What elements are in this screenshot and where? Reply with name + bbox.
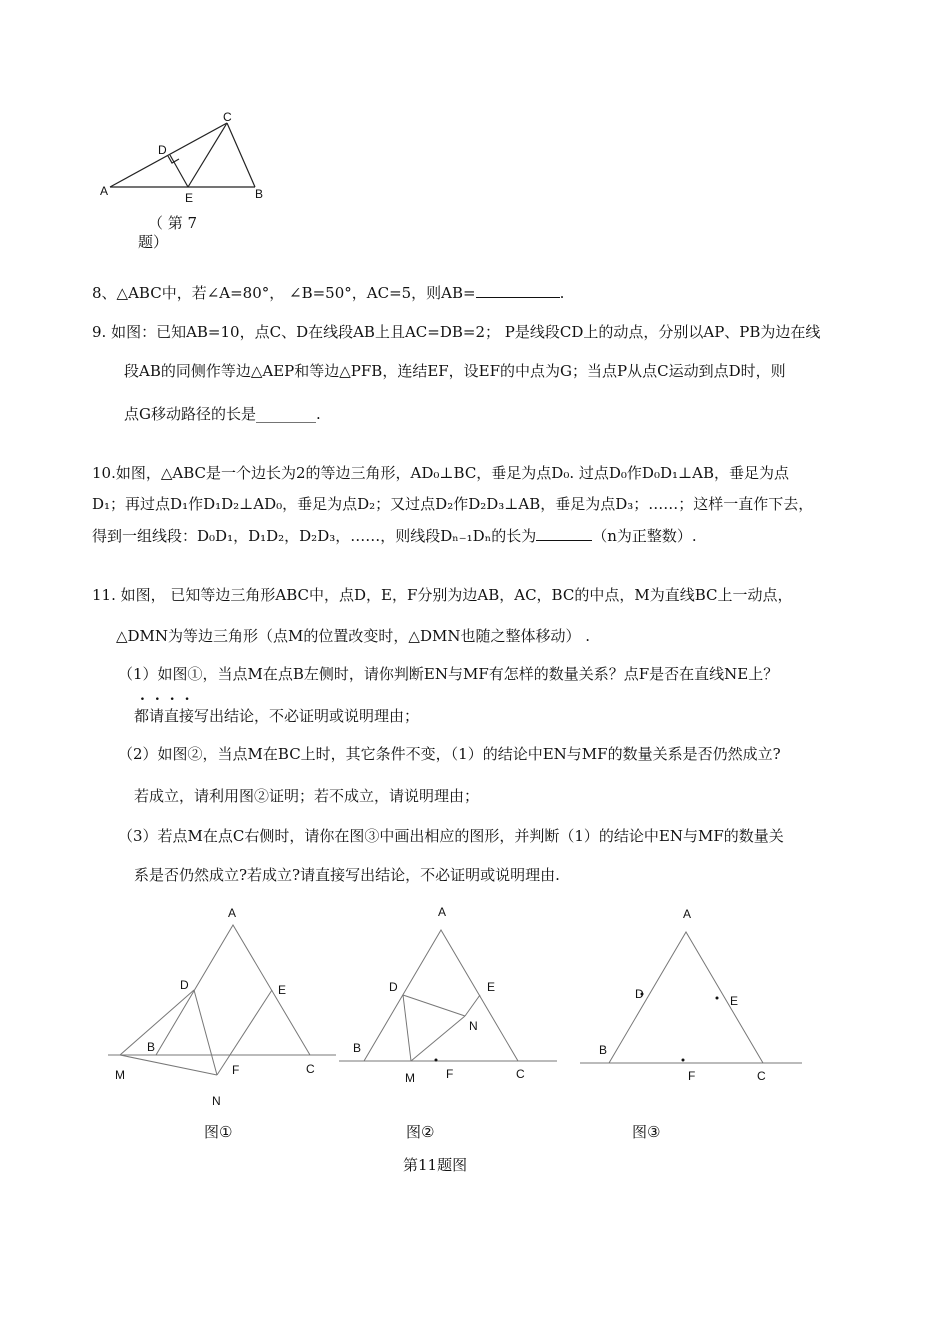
answer-blank xyxy=(536,526,592,541)
question-10-line1: 10.如图，△ABC是一个边长为2的等边三角形，AD₀⊥BC，垂足为点D₀. 过点D₀作D₀D₁⊥AB，垂足为点 xyxy=(92,464,789,482)
fig1-label-n: N xyxy=(212,1094,221,1108)
answer-blank xyxy=(476,283,560,298)
fig2-label-f: F xyxy=(446,1067,454,1081)
fig1-label-a: A xyxy=(228,906,237,920)
fig1-label-d: D xyxy=(180,978,189,992)
fig2-label-n: N xyxy=(469,1019,478,1033)
fig2-label-a: A xyxy=(438,905,447,919)
question-11-part2-line2: 若成立，请利用图②证明；若不成立，请说明理由； xyxy=(134,787,480,805)
question-9-line3: 点G移动路径的长是________. xyxy=(124,405,321,423)
question-11-part1-line1: （1）如图①，当点M在点B左侧时，请你判断EN与MF有怎样的数量关系？点F是否在直线NE上？ xyxy=(118,665,779,683)
question-8-end: . xyxy=(559,284,565,302)
fig1-label-e: E xyxy=(278,983,287,997)
fig1-label-f: F xyxy=(232,1063,240,1077)
fig3-label-e: E xyxy=(730,994,739,1008)
question-8 xyxy=(92,283,564,303)
fig3-label-c: C xyxy=(757,1069,766,1083)
fig2-label-d: D xyxy=(389,980,398,994)
figure-3 xyxy=(580,900,805,1090)
fig7-label-c: C xyxy=(223,110,232,124)
figure-3-caption: 图③ xyxy=(632,1124,661,1141)
question-11-line1: 11. 如图， 已知等边三角形ABC中，点D，E，F分别为边AB，AC，BC的中点，M为直线BC上一动点， xyxy=(92,586,793,604)
fig1-label-b: B xyxy=(147,1040,156,1054)
point-f-marker xyxy=(682,1059,685,1062)
fig7-caption-line1: （ 第 7 xyxy=(148,214,198,232)
fig7-label-e: E xyxy=(185,191,194,205)
question-11-part1-line2: 都请直接写出结论，不必证明或说明理由； xyxy=(134,707,420,725)
fig3-label-d: D xyxy=(635,987,644,1001)
fig2-label-m: M xyxy=(405,1071,415,1085)
question-9-line2: 段AB的同侧作等边△AEP和等边△PFB，连结EF，设EF的中点为G；当点P从点C运动到点D时，则 xyxy=(124,362,786,380)
point-e-marker xyxy=(716,997,719,1000)
question-8-text: 8、△ABC中，若∠A=80°， ∠B=50°，AC=5，则AB= xyxy=(92,284,476,302)
fig2-label-c: C xyxy=(516,1067,525,1081)
fig7-label-b: B xyxy=(255,187,264,201)
question-11-line2: △DMN为等边三角形（点M的位置改变时，△DMN也随之整体移动） . xyxy=(116,627,590,645)
fig3-label-b: B xyxy=(599,1043,608,1057)
fig1-label-m: M xyxy=(115,1068,125,1082)
fig1-label-c: C xyxy=(306,1062,315,1076)
question-10-line2: D₁；再过点D₁作D₁D₂⊥AD₀，垂足为点D₂；又过点D₂作D₂D₃⊥AB，垂足为点D₃；……；这样一直作下去， xyxy=(92,495,814,513)
figure-1 xyxy=(100,900,340,1115)
point-f-marker xyxy=(435,1059,438,1062)
fig2-label-e: E xyxy=(487,980,496,994)
question-10-line3-a: 得到一组线段：D₀D₁，D₁D₂，D₂D₃，……，则线段Dₙ₋₁Dₙ的长为 xyxy=(92,527,537,545)
fig7-label-d: D xyxy=(158,143,167,157)
figures-group-caption: 第11题图 xyxy=(403,1156,468,1174)
figure-q7 xyxy=(95,105,275,215)
emphasis-dots: .... xyxy=(140,688,200,704)
question-9-line1: 9. 如图：已知AB=10，点C、D在线段AB上且AC=DB=2； P是线段CD上的动点，分别以AP、PB为边在线 xyxy=(92,323,821,341)
question-11-part3-line2: 系是否仍然成立?若成立?请直接写出结论，不必证明或说明理由. xyxy=(134,866,560,884)
fig2-label-b: B xyxy=(353,1041,362,1055)
figure-2 xyxy=(335,900,560,1090)
question-10-line3 xyxy=(92,526,697,546)
figure-2-caption: 图② xyxy=(406,1124,435,1141)
question-11-part2-line1: （2）如图②，当点M在BC上时，其它条件不变，（1）的结论中EN与MF的数量关系是否仍然成立? xyxy=(118,745,781,763)
fig3-label-f: F xyxy=(688,1069,696,1083)
fig3-label-a: A xyxy=(683,907,692,921)
figure-1-caption: 图① xyxy=(204,1124,233,1141)
question-10-line3-b: （n为正整数）. xyxy=(592,527,697,545)
fig7-caption-line2: 题） xyxy=(138,233,169,251)
question-11-part3-line1: （3）若点M在点C右侧时，请你在图③中画出相应的图形，并判断（1）的结论中EN与MF的数量关 xyxy=(118,827,784,845)
fig7-label-a: A xyxy=(100,184,109,198)
